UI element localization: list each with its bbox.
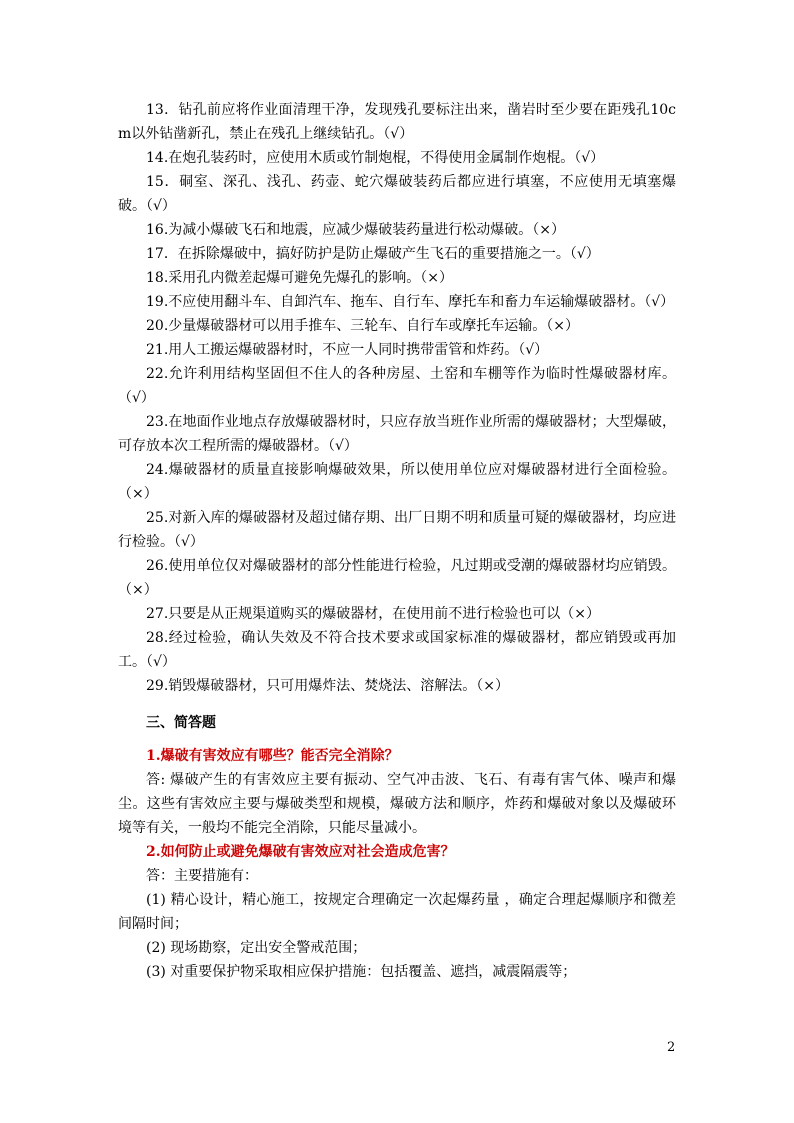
question-2-answer-intro: 答：主要措施有： [146,868,258,884]
measure-item-3: (3) 对重要保护物采取相应保护措施：包括覆盖、遮挡，减震隔震等； [146,964,577,980]
true-false-item-17: 17．在拆除爆破中，搞好防护是防止爆破产生飞石的重要措施之一。（√） [146,246,600,262]
true-false-item-13: 13．钻孔前应将作业面清理干净，发现残孔要标注出来，凿岩时至少要在距残孔10cm以外钻凿新孔，禁止在残孔上继续钻孔。（√） [118,102,676,142]
question-1-title: 1.爆破有害效应有哪些？能否完全消除？ [146,748,399,764]
true-false-item-23: 23.在地面作业地点存放爆破器材时，只应存放当班作业所需的爆破器材；大型爆破，可存放本次工程所需的爆破器材。（√） [118,414,676,454]
measure-item-2: (2) 现场勘察，定出安全警戒范围； [146,940,367,956]
true-false-item-27: 27.只要是从正规渠道购买的爆破器材，在使用前不进行检验也可以（×） [146,606,600,622]
true-false-item-19: 19.不应使用翻斗车、自卸汽车、拖车、自行车、摩托车和畜力车运输爆破器材。（√） [146,294,675,310]
page-content [118,98,676,984]
true-false-item-22: 22.允许利用结构坚固但不住人的各种房屋、土窑和车棚等作为临时性爆破器材库。（√） [118,366,676,406]
true-false-item-20: 20.少量爆破器材可以用手推车、三轮车、自行车或摩托车运输。（×） [146,318,579,334]
true-false-item-18: 18.采用孔内微差起爆可避免先爆孔的影响。（×） [146,270,453,286]
measure-item-1: (1) 精心设计，精心施工，按规定合理确定一次起爆药量 ，确定合理起爆顺序和微差间隔时间； [118,892,676,932]
question-1-answer: 答: 爆破产生的有害效应主要有振动、空气冲击波、飞石、有毒有害气体、噪声和爆尘。这些有害效应主要与爆破类型和规模，爆破方法和顺序，炸药和爆破对象以及爆破环境等有关，一般均不能完全消除，只能尽量减小。 [118,772,676,836]
true-false-item-15: 15．硐室、深孔、浅孔、药壶、蛇穴爆破装药后都应进行填塞，不应使用无填塞爆破。（√） [118,174,676,214]
true-false-item-29: 29.销毁爆破器材，只可用爆炸法、焚烧法、溶解法。（×） [146,678,509,694]
true-false-item-16: 16.为减小爆破飞石和地震，应减少爆破装药量进行松动爆破。（×） [146,222,565,238]
true-false-item-26: 26.使用单位仅对爆破器材的部分性能进行检验，凡过期或受潮的爆破器材均应销毁。（×） [118,558,676,598]
true-false-item-14: 14.在炮孔装药时，应使用木质或竹制炮棍，不得使用金属制作炮棍。（√） [146,150,605,166]
true-false-item-24: 24.爆破器材的质量直接影响爆破效果，所以使用单位应对爆破器材进行全面检验。（×） [118,462,676,502]
section-title: 三、简答题 [146,715,216,731]
true-false-item-25: 25.对新入库的爆破器材及超过储存期、出厂日期不明和质量可疑的爆破器材，均应进行检验。（√） [118,510,676,550]
question-2-title: 2.如何防止或避免爆破有害效应对社会造成危害？ [146,844,455,860]
true-false-item-21: 21.用人工搬运爆破器材时，不应一人同时携带雷管和炸药。（√） [146,342,549,358]
true-false-item-28: 28.经过检验，确认失效及不符合技术要求或国家标准的爆破器材，都应销毁或再加工。（√） [118,630,676,670]
page-number: 2 [667,1040,676,1055]
